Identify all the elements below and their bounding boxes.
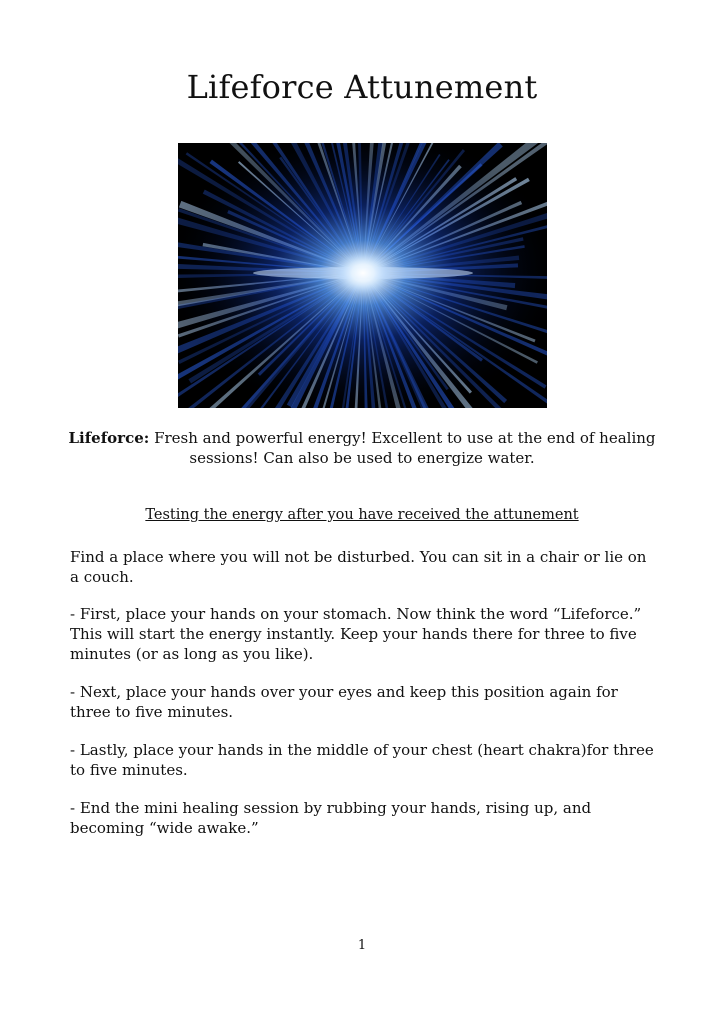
- page-number: 1: [357, 938, 367, 953]
- intro-line-2: sessions! Can also be used to energize water.: [189, 449, 535, 467]
- paragraph-step-stomach: - First, place your hands on your stomach. Now think the word “Lifeforce.” This will start the energy instantly. Keep your hands there for three to five minutes (or as long as you like).: [70, 605, 642, 663]
- section-heading: Testing the energy after you have received the attunement: [145, 507, 579, 523]
- paragraph-step-end: - End the mini healing session by rubbing your hands, rising up, and becoming “wide awake.”: [70, 799, 592, 837]
- paragraph-step-chest: - Lastly, place your hands in the middle of your chest (heart chakra)for three to five minutes.: [70, 741, 654, 779]
- intro-paragraph: [40, 428, 684, 468]
- paragraph-setup: Find a place where you will not be disturbed. You can sit in a chair or lie on a couch.: [70, 548, 647, 586]
- page-title: Lifeforce Attunement: [186, 68, 538, 106]
- intro-term: Lifeforce:: [68, 429, 150, 447]
- intro-line-1: Fresh and powerful energy! Excellent to use at the end of healing: [154, 429, 656, 447]
- paragraph-step-eyes: - Next, place your hands over your eyes and keep this position again for three to five minutes.: [70, 683, 618, 721]
- blue-light-burst-image: [178, 143, 547, 408]
